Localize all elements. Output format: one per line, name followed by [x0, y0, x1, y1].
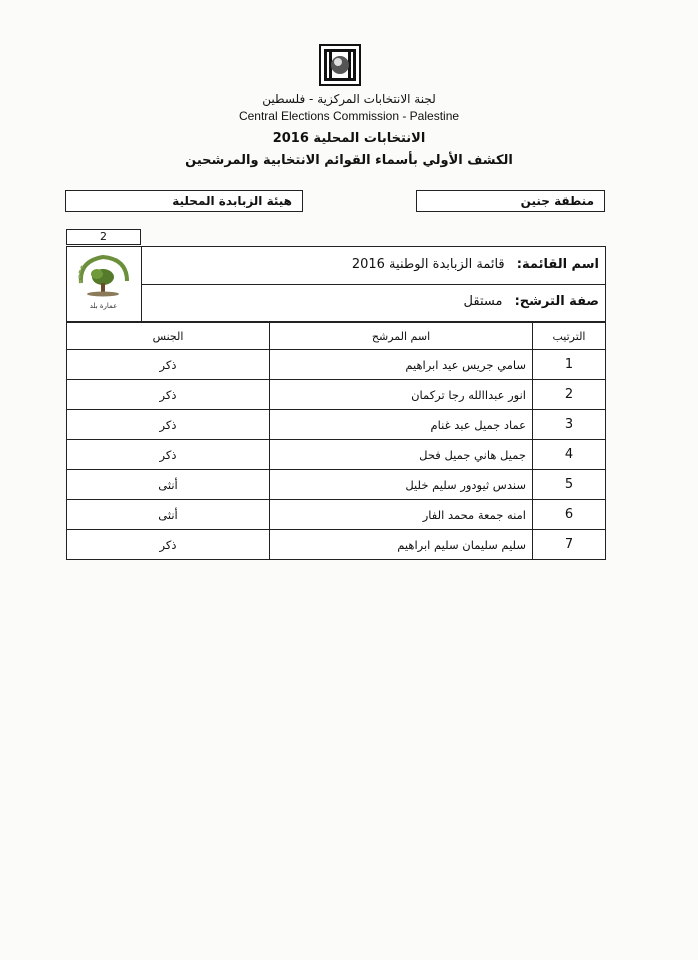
cell-gender: أنثى	[67, 500, 270, 530]
list-name-row	[142, 247, 605, 285]
cell-name: عماد جميل عبد غنام	[270, 410, 533, 440]
cell-gender: ذكر	[67, 410, 270, 440]
list-name-value: قائمة الزبابدة الوطنية 2016	[351, 257, 505, 272]
list-info-block	[66, 246, 606, 322]
cell-order: 6	[533, 500, 606, 530]
list-logo-cell	[67, 247, 142, 321]
region-box: منطقة جنين	[416, 190, 605, 212]
cell-gender: ذكر	[67, 440, 270, 470]
table-row	[67, 410, 606, 440]
table-row	[67, 470, 606, 500]
candidates-table	[66, 322, 606, 560]
list-type-row	[142, 285, 605, 321]
table-row	[67, 530, 606, 560]
cell-name: سندس ثيودور سليم خليل	[270, 470, 533, 500]
cell-gender: أنثى	[67, 470, 270, 500]
table-row	[67, 380, 606, 410]
cell-order: 5	[533, 470, 606, 500]
authority-box: هيئة الزبابدة المحلية	[65, 190, 303, 212]
header-name: اسم المرشح	[270, 323, 533, 350]
list-logo-text: عمارة بلد	[89, 302, 118, 310]
cell-name: سامي جريس عيد ابراهيم	[270, 350, 533, 380]
table-row	[67, 440, 606, 470]
cell-gender: ذكر	[67, 530, 270, 560]
cell-order: 1	[533, 350, 606, 380]
cell-gender: ذكر	[67, 380, 270, 410]
cell-order: 4	[533, 440, 606, 470]
list-type-label: صفة الترشح:	[514, 294, 599, 309]
cell-gender: ذكر	[67, 350, 270, 380]
org-name-arabic: لجنة الانتخابات المركزية - فلسطين	[262, 92, 436, 106]
table-row	[67, 500, 606, 530]
commission-logo	[319, 44, 361, 88]
list-name-label: اسم القائمة:	[516, 257, 599, 272]
list-type-value: مستقل	[463, 294, 503, 309]
cell-order: 7	[533, 530, 606, 560]
cell-name: امنه جمعة محمد الفار	[270, 500, 533, 530]
header-order: الترتيب	[533, 323, 606, 350]
list-number-box: 2	[66, 229, 141, 245]
page-title: الانتخابات المحلية 2016	[272, 131, 426, 146]
cell-name: جميل هاني جميل فحل	[270, 440, 533, 470]
org-name-english: Central Elections Commission - Palestine	[238, 109, 460, 123]
table-row	[67, 350, 606, 380]
page-subtitle: الكشف الأولي بأسماء القوائم الانتخابية والمرشحين	[185, 153, 513, 168]
header-gender: الجنس	[67, 323, 270, 350]
cell-order: 2	[533, 380, 606, 410]
cell-name: انور عبداالله رجا تركمان	[270, 380, 533, 410]
cell-order: 3	[533, 410, 606, 440]
table-header-row	[67, 323, 606, 350]
cell-name: سليم سليمان سليم ابراهيم	[270, 530, 533, 560]
